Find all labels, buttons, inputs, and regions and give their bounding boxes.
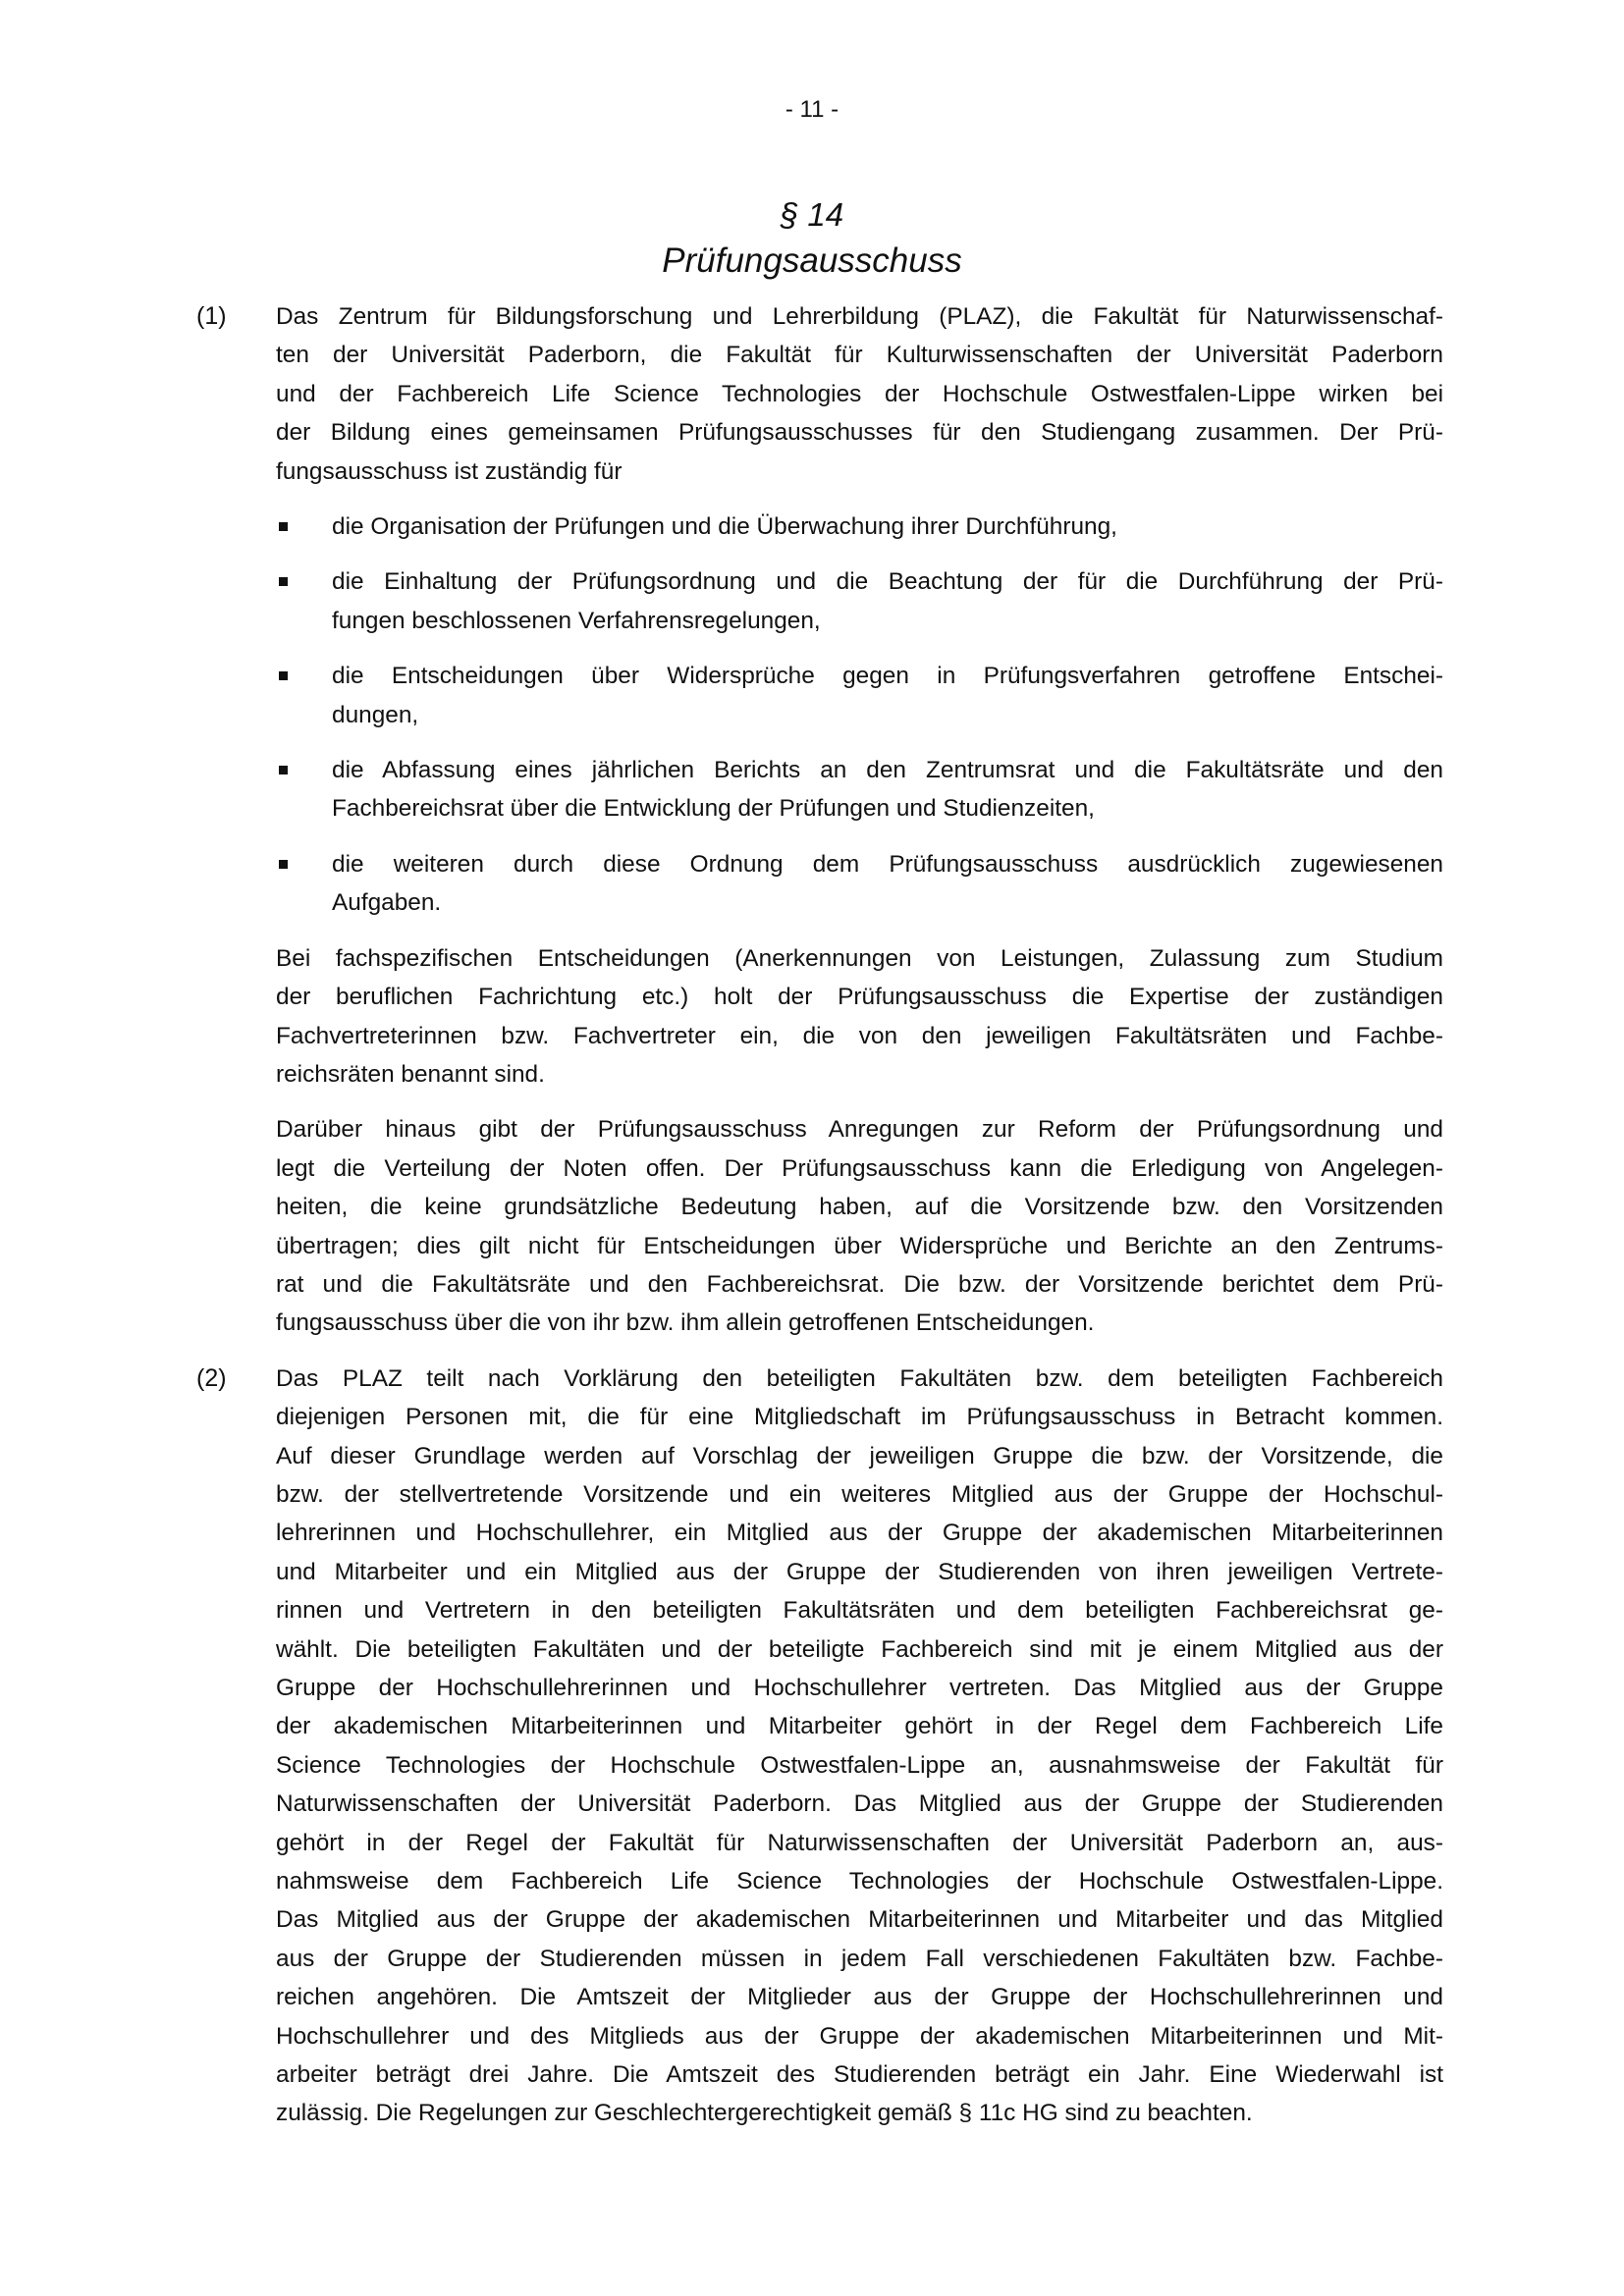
- bullet-item: [196, 562, 1443, 640]
- text-line: Bei fachspezifischen Entscheidungen (Anerkennungen von Leistungen, Zulassung zum Studium: [276, 944, 1443, 972]
- text-line: Fachbereichsrat über die Entwicklung der Prüfungen und Studienzeiten,: [332, 795, 1095, 823]
- paragraph-number: (2): [196, 1363, 227, 1392]
- text-line: fungsausschuss über die von ihr bzw. ihm allein getroffenen Entscheidungen.: [276, 1309, 1095, 1337]
- bullet-item: [196, 845, 1443, 923]
- text-line: die Einhaltung der Prüfungsordnung und die Beachtung der für die Durchführung der Prü-: [332, 568, 1443, 596]
- text-line: Das Mitglied aus der Gruppe der akademischen Mitarbeiterinnen und Mitarbeiter und das Mitglied: [276, 1906, 1443, 1934]
- text-line: die Organisation der Prüfungen und die Überwachung ihrer Durchführung,: [332, 513, 1117, 541]
- text-line: Naturwissenschaften der Universität Paderborn. Das Mitglied aus der Gruppe der Studierenden: [276, 1790, 1443, 1818]
- text-line: diejenigen Personen mit, die für eine Mitgliedschaft im Prüfungsausschuss in Betracht kommen.: [276, 1404, 1443, 1431]
- paragraph-number: (1): [196, 302, 227, 330]
- bullet-item: [196, 657, 1443, 734]
- text-line: Das PLAZ teilt nach Vorklärung den beteiligten Fakultäten bzw. dem beteiligten Fachbereich: [276, 1364, 1443, 1392]
- text-line: rinnen und Vertretern in den beteiligten Fakultätsräten und dem beteiligten Fachbereichsrat ge-: [276, 1597, 1443, 1625]
- square-bullet-icon: [279, 860, 288, 869]
- text-line: heiten, die keine grundsätzliche Bedeutung haben, auf die Vorsitzende bzw. den Vorsitzenden: [276, 1194, 1443, 1221]
- text-line: die Entscheidungen über Widersprüche gegen in Prüfungsverfahren getroffene Entschei-: [332, 663, 1443, 690]
- text-body: [332, 562, 1443, 640]
- text-body: [332, 845, 1443, 923]
- text-body: [276, 1110, 1443, 1342]
- paragraph: [196, 939, 1443, 1095]
- text-line: aus der Gruppe der Studierenden müssen in jedem Fall verschiedenen Fakultäten bzw. Fachbe-: [276, 1945, 1443, 1972]
- text-line: Hochschullehrer und des Mitglieds aus der Gruppe der akademischen Mitarbeiterinnen und Mit-: [276, 2022, 1443, 2050]
- text-line: arbeiter beträgt drei Jahre. Die Amtszeit des Studierenden beträgt ein Jahr. Eine Wiederwahl ist: [276, 2061, 1443, 2089]
- text-line: reichen angehören. Die Amtszeit der Mitglieder aus der Gruppe der Hochschullehrerinnen und: [276, 1984, 1443, 2011]
- text-line: Darüber hinaus gibt der Prüfungsausschuss Anregungen zur Reform der Prüfungsordnung und: [276, 1116, 1443, 1144]
- text-line: wählt. Die beteiligten Fakultäten und der beteiligte Fachbereich sind mit je einem Mitglied aus der: [276, 1635, 1443, 1663]
- text-line: Science Technologies der Hochschule Ostwestfalen-Lippe an, ausnahmsweise der Fakultät für: [276, 1751, 1443, 1779]
- square-bullet-icon: [279, 766, 288, 774]
- numbered-paragraph: [196, 297, 1443, 491]
- text-body: [332, 507, 1443, 546]
- text-line: legt die Verteilung der Noten offen. Der Prüfungsausschuss kann die Erledigung von Angelegen-: [276, 1154, 1443, 1182]
- text-line: bzw. der stellvertretende Vorsitzende und ein weiteres Mitglied aus der Gruppe der Hochschul-: [276, 1480, 1443, 1508]
- page-number: - 11 -: [785, 96, 839, 123]
- text-line: übertragen; dies gilt nicht für Entscheidungen über Widersprüche und Berichte an den Zentrums-: [276, 1232, 1443, 1259]
- bullet-item: [196, 751, 1443, 828]
- text-line: ten der Universität Paderborn, die Fakultät für Kulturwissenschaften der Universität Paderborn: [276, 342, 1443, 369]
- text-line: der Bildung eines gemeinsamen Prüfungsausschusses für den Studiengang zusammen. Der Prü-: [276, 419, 1443, 447]
- text-line: die weiteren durch diese Ordnung dem Prüfungsausschuss ausdrücklich zugewiesenen: [332, 850, 1443, 878]
- text-line: der beruflichen Fachrichtung etc.) holt der Prüfungsausschuss die Expertise der zuständigen: [276, 984, 1443, 1011]
- text-line: fungen beschlossenen Verfahrensregelungen,: [332, 607, 821, 634]
- paragraph: [196, 1110, 1443, 1342]
- text-line: Fachvertreterinnen bzw. Fachvertreter ein, die von den jeweiligen Fakultätsräten und Fachbe-: [276, 1022, 1443, 1049]
- section-title: Prüfungsausschuss: [662, 241, 962, 280]
- square-bullet-icon: [279, 577, 288, 586]
- text-body: [276, 297, 1443, 491]
- section-body: [196, 297, 1443, 2150]
- bullet-item: [196, 507, 1443, 546]
- text-body: [276, 939, 1443, 1095]
- text-body: [276, 1360, 1443, 2133]
- text-body: [332, 657, 1443, 734]
- text-line: und der Fachbereich Life Science Technologies der Hochschule Ostwestfalen-Lippe wirken bei: [276, 380, 1443, 407]
- square-bullet-icon: [279, 522, 288, 531]
- text-line: nahmsweise dem Fachbereich Life Science Technologies der Hochschule Ostwestfalen-Lippe.: [276, 1868, 1443, 1896]
- text-line: und Mitarbeiter und ein Mitglied aus der Gruppe der Studierenden von ihren jeweiligen Vertrete-: [276, 1558, 1443, 1585]
- text-line: dungen,: [332, 701, 419, 728]
- text-line: Auf dieser Grundlage werden auf Vorschlag der jeweiligen Gruppe die bzw. der Vorsitzende, die: [276, 1442, 1443, 1469]
- text-line: fungsausschuss ist zuständig für: [276, 457, 623, 485]
- text-line: Gruppe der Hochschullehrerinnen und Hochschullehrer vertreten. Das Mitglied aus der Gruppe: [276, 1675, 1443, 1701]
- text-line: zulässig. Die Regelungen zur Geschlechtergerechtigkeit gemäß § 11c HG sind zu beachten.: [276, 2100, 1253, 2127]
- text-line: rat und die Fakultätsräte und den Fachbereichsrat. Die bzw. der Vorsitzende berichtet dem Prü-: [276, 1270, 1443, 1298]
- text-line: Aufgaben.: [332, 889, 442, 917]
- text-line: Das Zentrum für Bildungsforschung und Lehrerbildung (PLAZ), die Fakultät für Naturwissenschaf-: [276, 303, 1443, 330]
- text-line: gehört in der Regel der Fakultät für Naturwissenschaften der Universität Paderborn an, aus-: [276, 1829, 1443, 1856]
- text-line: die Abfassung eines jährlichen Berichts an den Zentrumsrat und die Fakultätsräte und den: [332, 757, 1443, 784]
- square-bullet-icon: [279, 671, 288, 680]
- section-number: § 14: [780, 196, 844, 233]
- text-line: der akademischen Mitarbeiterinnen und Mitarbeiter gehört in der Regel dem Fachbereich Life: [276, 1713, 1443, 1740]
- text-line: reichsräten benannt sind.: [276, 1060, 545, 1088]
- text-body: [332, 751, 1443, 828]
- text-line: lehrerinnen und Hochschullehrer, ein Mitglied aus der Gruppe der akademischen Mitarbeiterinnen: [276, 1520, 1443, 1547]
- numbered-paragraph: [196, 1360, 1443, 2133]
